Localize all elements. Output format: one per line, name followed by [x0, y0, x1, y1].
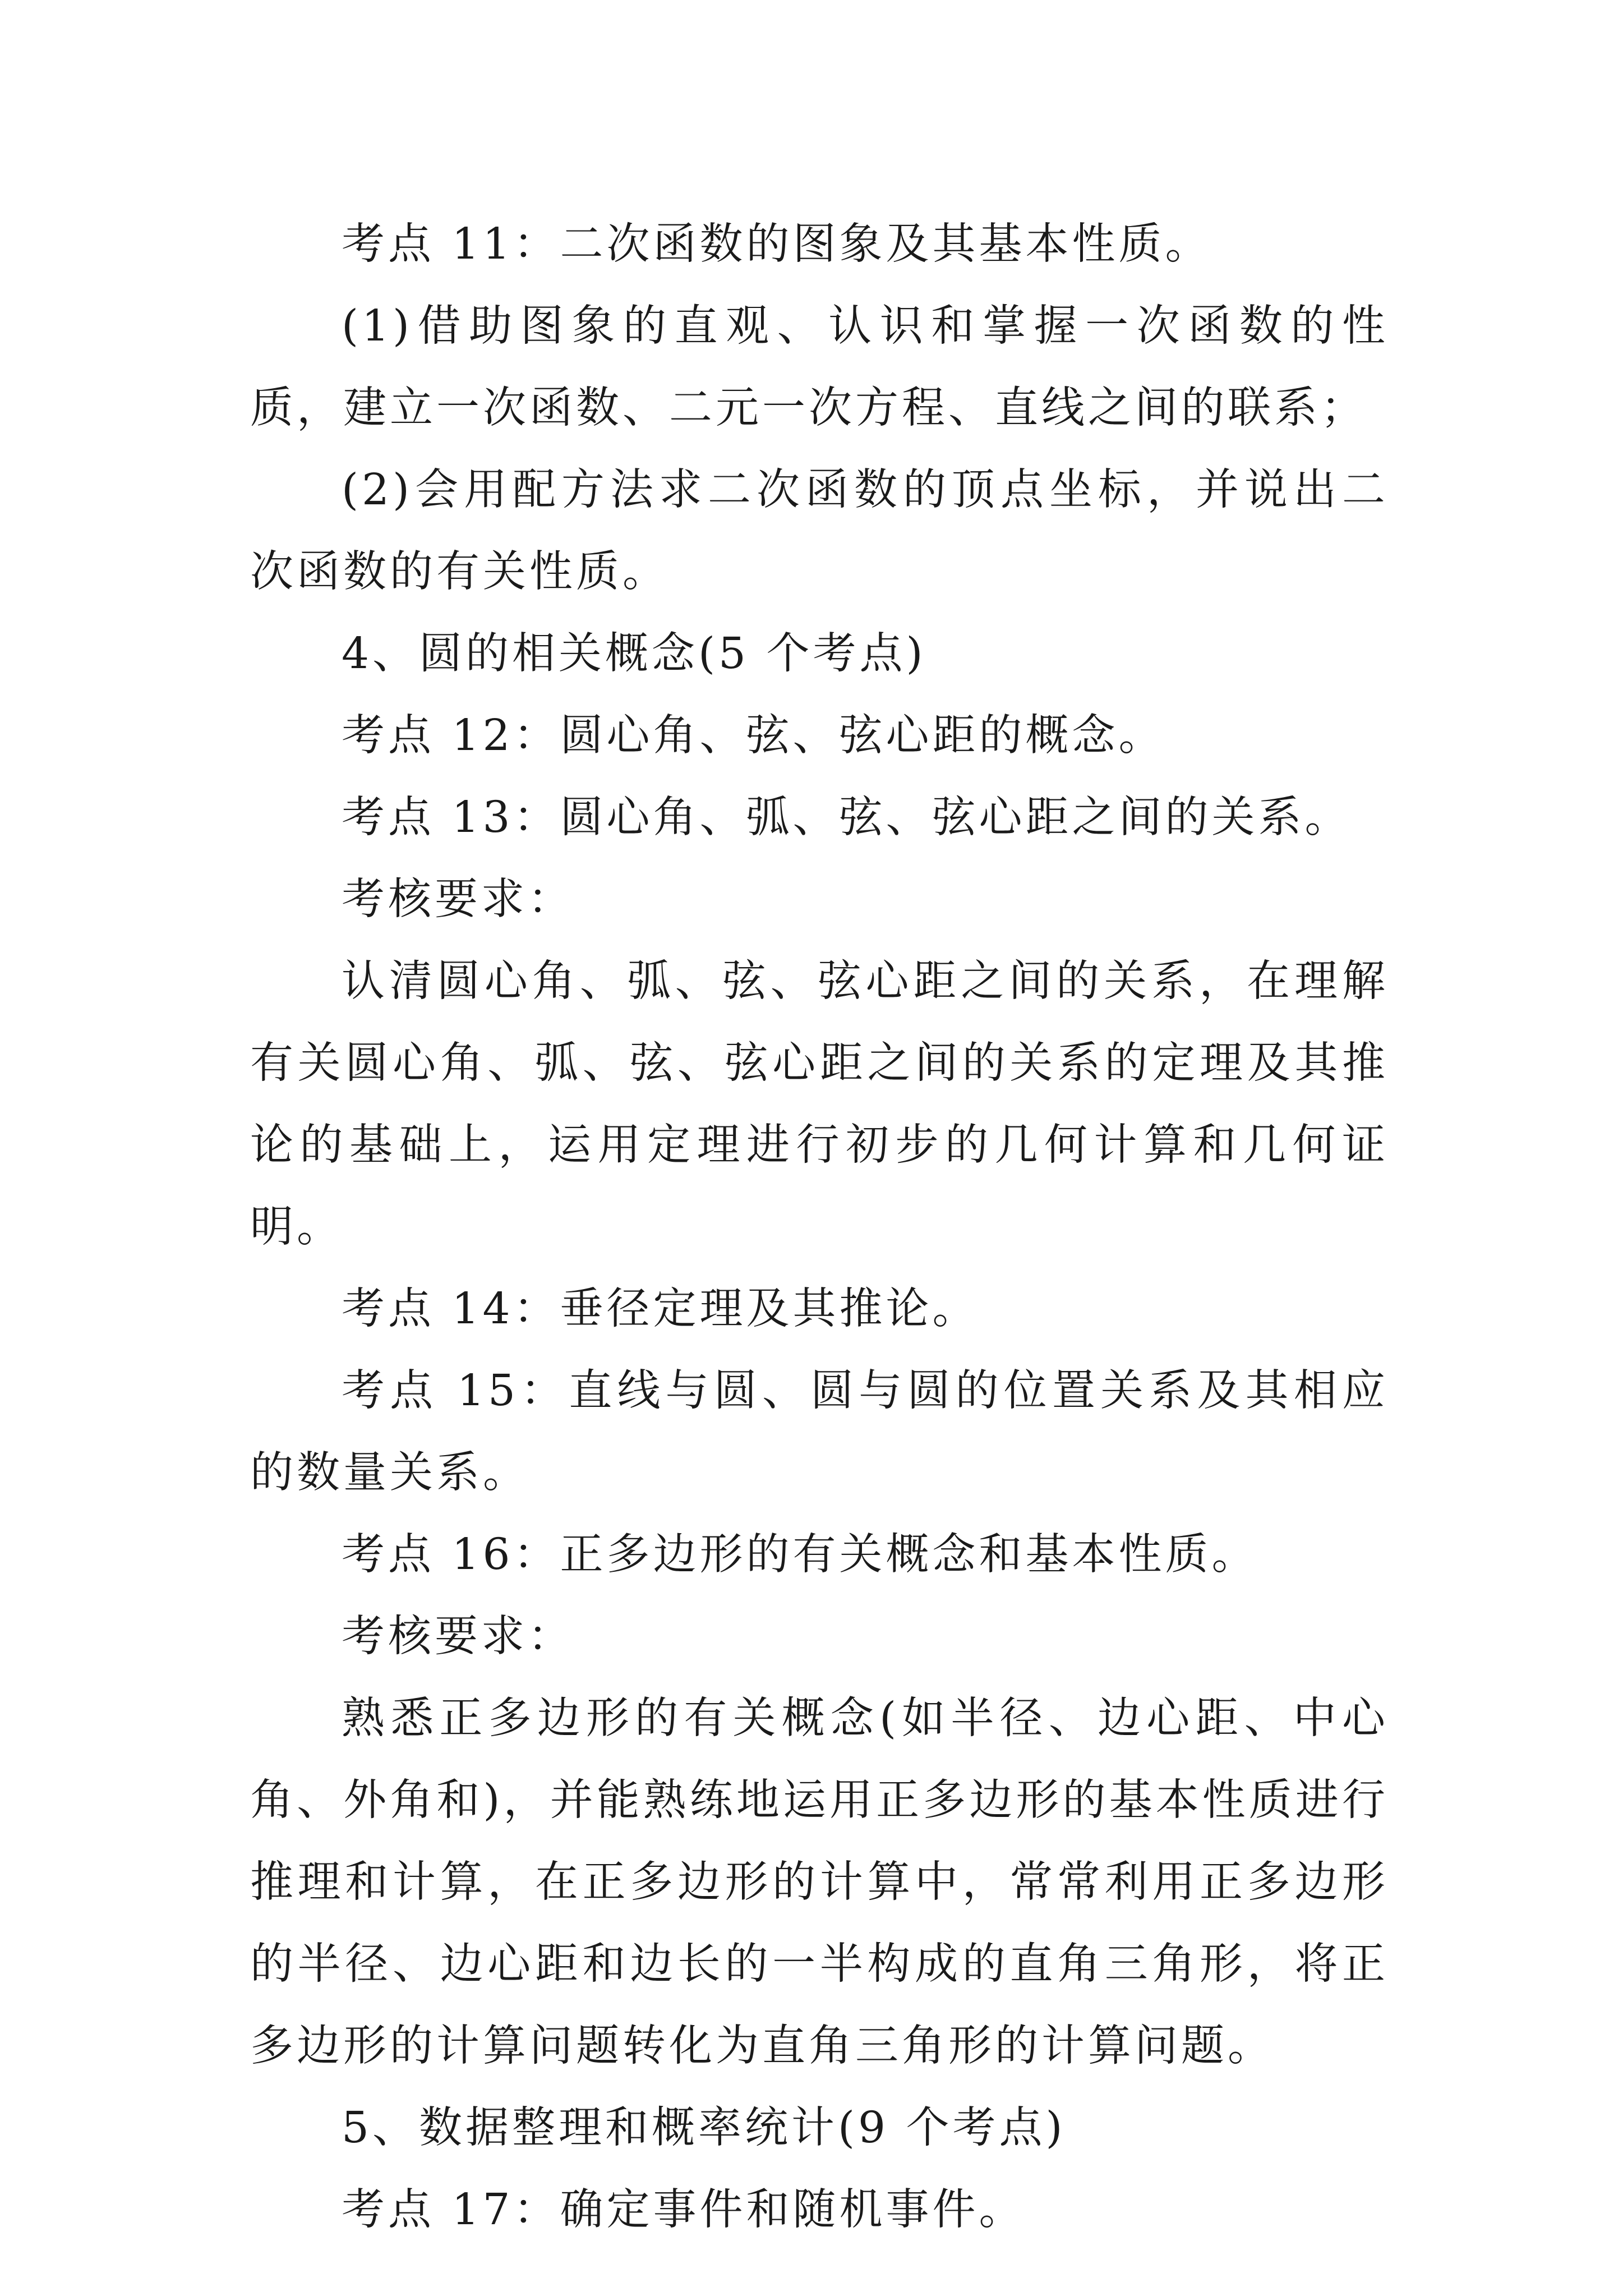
paragraph-kaodian-15: 考点 15：直线与圆、圆与圆的位置关系及其相应的数量关系。 [250, 1366, 1389, 1498]
paragraph-kaodian-12: 考点 12：圆心角、弦、弦心距的概念。 [342, 711, 1165, 761]
paragraph-item-1: (1)借助图象的直观、认识和掌握一次函数的性质，建立一次函数、二元一次方程、直线之间的联系； [250, 301, 1389, 433]
assessment-heading: 考核要求： [342, 875, 574, 924]
paragraph-kaodian-17: 考点 17：确定事件和随机事件。 [342, 2185, 1026, 2235]
assessment-heading-2: 考核要求： [342, 1612, 574, 1662]
paragraph-kaodian-11: 考点 11：二次函数的图象及其基本性质。 [342, 219, 1212, 269]
paragraph-kaodian-16: 考点 16：正多边形的有关概念和基本性质。 [342, 1530, 1258, 1580]
section-heading-4: 4、圆的相关概念(5 个考点) [342, 629, 926, 679]
paragraph-item-2: (2)会用配方法求二次函数的顶点坐标，并说出二次函数的有关性质。 [250, 465, 1389, 597]
section-heading-5: 5、数据整理和概率统计(9 个考点) [342, 2103, 1066, 2153]
document-body [250, 204, 1389, 2251]
paragraph-kaodian-13: 考点 13：圆心角、弧、弦、弦心距之间的关系。 [342, 793, 1352, 843]
paragraph-kaodian-14: 考点 14：垂径定理及其推论。 [342, 1284, 979, 1334]
paragraph-assessment-text-2: 熟悉正多边形的有关概念(如半径、边心距、中心角、外角和)，并能熟练地运用正多边形的基本性质进行推理和计算，在正多边形的计算中，常常利用正多边形的半径、边心距和边长的一半构成的直角三角形，将正多边形的计算问题转化为直角三角形的计算问题。 [250, 1694, 1389, 2071]
paragraph-assessment-text: 认清圆心角、弧、弦、弦心距之间的关系，在理解有关圆心角、弧、弦、弦心距之间的关系的定理及其推论的基础上，运用定理进行初步的几何计算和几何证明。 [250, 956, 1389, 1252]
